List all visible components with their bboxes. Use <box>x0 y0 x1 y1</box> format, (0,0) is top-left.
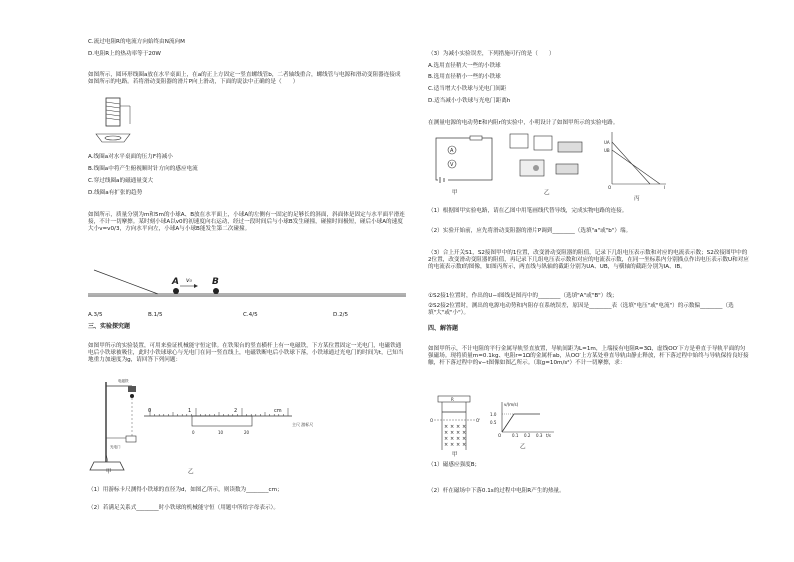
rail-label-yi: 乙 <box>520 444 526 450</box>
option-c-line: C.流过电阻R的电流方向始终由N流向M <box>88 39 185 45</box>
svg-text:UA: UA <box>604 140 610 145</box>
question-rail: 如图甲所示，不计电阻的平行金属导轨竖直放置，导轨间距为L=1m，上端接有电阻R=3Ω，虚线OO′下方是垂直于导轨平面的匀强磁场。现将质量m=0.1kg、电阻r=1Ω的金属杆ab，从OO′上方某处垂直导轨由静止释放，杆下落过程中始终与导轨保持良好接触，杆下落过程中的v−t图像如图乙所示。（取g=10m/s²）不计一切摩擦，求： <box>428 346 749 366</box>
field-cross: × <box>462 430 467 436</box>
measure-option-b: B.选用直径稍小一些的小铁球 <box>428 74 501 80</box>
svg-text:O: O <box>608 185 612 190</box>
ruler-label-2: 2 <box>234 408 238 414</box>
emf-step-1: （1）根据图甲实验电路，请在乙图中用笔画线代替导线，完成实物电路的连接。 <box>428 208 628 214</box>
sub-question-2: （2）若满足关系式________时小铁球的机械能守恒（用题中所给字母表示）。 <box>88 505 279 511</box>
field-cross: × <box>456 430 461 436</box>
field-cross: × <box>444 436 449 442</box>
field-cross: × <box>462 436 467 442</box>
sub-question-1: （1）用游标卡尺测得小铁球的直径为d，如图乙所示，则读数为________cm； <box>88 487 283 493</box>
svg-text:I: I <box>664 185 666 190</box>
question-magnet: 如图所示，圆环形线圈a放在水平桌面上，在a的正上方固定一竖直螺线管b，二者轴线重合，螺线管与电源和滑动变阻器连接成如图所示的电路。若将滑动变阻器的滑片P向上滑动，下面的说法中正确的是（ ） <box>88 72 401 85</box>
field-cross: × <box>444 424 449 430</box>
circuit-diagram-jia <box>430 132 498 188</box>
field-cross: × <box>450 442 455 448</box>
vt-tick-01: 0.1 <box>512 433 519 438</box>
question-emf: 在测量电源的电动势E和内阻r的实验中，小明设计了如图甲所示的实验电路。 <box>428 120 619 126</box>
field-cross: × <box>444 442 449 448</box>
emf-step-3: （3）合上开关S1，S2接图甲中的1位置，改变滑动变阻器的阻值，记录下几组电压表示数和对应的电流表示数；S2改接图甲中的2位置，改变滑动变阻器的阻值，再记录下几组电压表示数和对应的电流表示数，在同一坐标系内分别描点作出电压表示数U和对应的电流表示数I的图像，如图丙所示，两直线与纵轴的截距分别为UA、UB，与横轴的截距分别为IA、IB。 <box>428 250 749 270</box>
field-cross: × <box>444 430 449 436</box>
solenoid-figure <box>94 96 134 146</box>
right-column <box>428 0 750 562</box>
svg-text:O: O <box>430 418 434 423</box>
field-cross: × <box>456 424 461 430</box>
rail-question-2: （2）杆在磁场中下落0.1s的过程中电阻R产生的热量。 <box>428 488 565 494</box>
section-three-heading: 三、实验探究题 <box>88 323 131 330</box>
vernier-label-0: 0 <box>192 430 195 435</box>
svg-text:电磁铁: 电磁铁 <box>118 379 129 383</box>
vt-tick-05: 0.5 <box>490 420 497 425</box>
emf-step-2: （2）实验开始前，应先将滑动变阻器的滑片P调到________（选填"a"或"b"）端。 <box>428 228 632 234</box>
svg-text:V: V <box>450 162 454 168</box>
svg-text:A: A <box>450 148 454 154</box>
left-column <box>88 0 406 562</box>
iron-stand-figure <box>88 378 148 474</box>
svg-text:v₀: v₀ <box>186 277 192 284</box>
field-cross: × <box>462 442 467 448</box>
emf-label-bing: 丙 <box>634 196 640 202</box>
balls-option-b: B.1/5 <box>148 312 163 318</box>
instrument-figure-yi <box>506 130 596 188</box>
rail-figure-jia <box>430 394 486 454</box>
balls-option-a: A.3/5 <box>88 312 103 318</box>
field-cross: × <box>450 430 455 436</box>
rail-label-jia: 甲 <box>452 452 458 458</box>
svg-text:O': O' <box>476 418 481 423</box>
vt-tick-02: 0.2 <box>524 433 531 438</box>
magnet-option-c: C.穿过线圈a的磁通量变大 <box>88 178 154 184</box>
label-yi: 乙 <box>188 469 194 475</box>
svg-text:光电门: 光电门 <box>110 445 121 449</box>
vt-tick-10: 1.0 <box>490 412 497 417</box>
magnet-option-d: D.线圈a有扩张的趋势 <box>88 190 143 196</box>
sub-question-3: （3）为减小实验误差，下列措施可行的是（ ） <box>428 51 555 57</box>
svg-text:A: A <box>172 277 179 287</box>
balls-option-c: C.4/5 <box>243 312 258 318</box>
question-experiment: 如图甲所示的实验装置，可用来验证机械能守恒定律。在铁架台的竖直横杆上有一电磁铁，下方某位置固定一光电门，电磁铁通电后小铁球被吸住，此时小铁球球心与光电门在同一竖直线上，电磁铁断电后小铁球下落，小铁球通过光电门的时间为t，已知当地重力加速度为g，请回答下列问题： <box>88 343 404 363</box>
label-jia: 甲 <box>106 469 112 475</box>
vernier-label-20: 20 <box>244 430 250 435</box>
measure-option-c: C.适当增大小铁球与光电门间距 <box>428 86 507 92</box>
ruler-unit: cm <box>274 408 282 414</box>
balls-option-d: D.2/5 <box>333 312 349 318</box>
emf-label-yi: 乙 <box>544 190 550 196</box>
field-cross: × <box>462 424 467 430</box>
vt-axis-v: v/(m/s) <box>504 402 519 407</box>
emf-step-3b: ②S2接2位置时，测出的电源电动势和内阻存在系统误差，原因是________表（选填"电压"或"电流"）的示数偏________（选填"大"或"小"）。 <box>428 303 734 316</box>
vernier-caliper-figure <box>142 404 352 440</box>
svg-text:B: B <box>212 277 219 287</box>
vernier-label-10: 10 <box>218 430 224 435</box>
vt-graph-yi <box>488 400 558 440</box>
measure-option-d: D.适当减小小铁球与光电门距离h <box>428 98 511 104</box>
vt-axis-t: t/s <box>546 433 551 438</box>
section-four-heading: 四、解答题 <box>428 325 459 332</box>
svg-text:UB: UB <box>604 148 610 153</box>
magnet-option-a: A.线圈a对水平桌面的压力F将减小 <box>88 154 173 160</box>
option-d-line: D.电阻R上的热功率等于20W <box>88 51 161 57</box>
ruler-label-1: 1 <box>188 408 192 414</box>
magnet-option-b: B.线圈a中将产生俯视顺时针方向的感应电流 <box>88 166 198 172</box>
measure-option-a: A.选用直径稍大一些的小铁球 <box>428 63 501 69</box>
field-cross: × <box>450 436 455 442</box>
vt-origin: O <box>498 433 502 438</box>
field-cross: × <box>456 436 461 442</box>
ruler-label-0: 0 <box>148 408 152 414</box>
ui-graph-bing <box>604 130 670 190</box>
vt-tick-03: 0.3 <box>536 433 543 438</box>
field-cross: × <box>450 424 455 430</box>
rail-question-1: （1）磁感应强度B； <box>428 462 481 468</box>
emf-label-jia: 甲 <box>452 190 458 196</box>
incline-balls-figure <box>88 264 406 300</box>
question-balls: 如图所示，质量分别为m和5m的小球A、B放在水平面上，小球A的左侧有一固定的足够长的斜面，斜面体是固定与水平面平滑连接，不计一切摩擦。某时刻小球A以v0的初速度向右运动，经过一段时间后与小球B发生碰撞，碰撞时间极短，碰后小球A的速度大小v=v0/3，方向水平向左，小球A与小球B能发生第二次碰撞。 <box>88 212 405 232</box>
svg-text:R: R <box>451 397 454 402</box>
field-cross: × <box>456 442 461 448</box>
emf-step-3a: ①S2接1位置时，作出的U−I图线是图丙中的________（选填"A"或"B"）线； <box>428 293 618 299</box>
ruler-note: 主尺 游标尺 <box>292 422 314 427</box>
